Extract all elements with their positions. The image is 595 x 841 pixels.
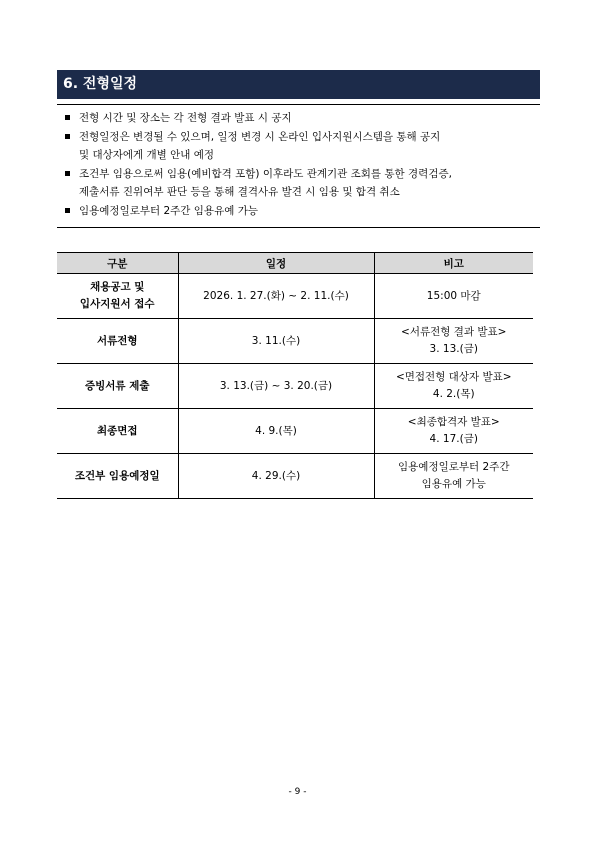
note-line: 및 대상자에게 개별 안내 예정: [79, 149, 215, 161]
date-cell: 3. 11.(수): [178, 319, 374, 364]
note-item: [65, 128, 532, 164]
note-cell: [374, 319, 533, 364]
note-line: 전형일정은 변경될 수 있으며, 일정 변경 시 온라인 입사지원시스템을 통해 공지: [79, 131, 441, 143]
category-cell: [57, 319, 178, 364]
note-item: [65, 109, 532, 127]
note-line: <서류전형 결과 발표>: [401, 326, 507, 338]
note-line: 임용예정일로부터 2주간 임용유예 가능: [79, 205, 258, 217]
note-line: 제출서류 진위여부 판단 등을 통해 결격사유 발견 시 임용 및 합격 취소: [79, 186, 400, 198]
table-row: [57, 454, 533, 499]
schedule-table: [57, 252, 533, 499]
table-row: [57, 274, 533, 319]
square-bullet-icon: [65, 208, 70, 213]
column-header-note: 비고: [374, 253, 533, 274]
square-bullet-icon: [65, 134, 70, 139]
note-line: <면접전형 대상자 발표>: [395, 371, 512, 383]
category-line: 채용공고 및: [90, 281, 145, 293]
date-cell: 2026. 1. 27.(화) ~ 2. 11.(수): [178, 274, 374, 319]
table-row: [57, 409, 533, 454]
section-title: 6. 전형일정: [57, 70, 540, 99]
category-cell: [57, 364, 178, 409]
table-header-row: [57, 253, 533, 274]
square-bullet-icon: [65, 115, 70, 120]
category-cell: [57, 274, 178, 319]
note-line: 4. 2.(목): [432, 388, 475, 400]
note-cell: [374, 454, 533, 499]
table-row: [57, 364, 533, 409]
notes-box: [57, 104, 540, 228]
category-cell: [57, 409, 178, 454]
note-line: 조건부 임용으로써 임용(예비합격 포함) 이후라도 관계기관 조회를 통한 경력검증,: [79, 168, 452, 180]
category-line: 최종면접: [96, 424, 138, 437]
note-cell: [374, 409, 533, 454]
note-line: 15:00 마감: [426, 289, 481, 302]
note-line: 4. 17.(금): [429, 433, 478, 445]
category-line: 조건부 임용예정일: [74, 469, 160, 482]
date-cell: 3. 13.(금) ~ 3. 20.(금): [178, 364, 374, 409]
category-line: 입사지원서 접수: [79, 298, 155, 310]
date-cell: 4. 29.(수): [178, 454, 374, 499]
column-header-category: 구분: [57, 253, 178, 274]
note-line: <최종합격자 발표>: [407, 416, 500, 428]
note-cell: [374, 364, 533, 409]
note-line: 3. 13.(금): [429, 343, 478, 355]
note-item: [65, 165, 532, 201]
date-cell: 4. 9.(목): [178, 409, 374, 454]
note-line: 임용유예 가능: [421, 478, 486, 490]
note-cell: [374, 274, 533, 319]
category-line: 서류전형: [96, 334, 138, 347]
note-line: 임용예정일로부터 2주간: [398, 461, 510, 473]
category-cell: [57, 454, 178, 499]
note-item: [65, 202, 532, 220]
note-line: 전형 시간 및 장소는 각 전형 결과 발표 시 공지: [79, 112, 292, 124]
page-number: - 9 -: [288, 787, 307, 797]
table-row: [57, 319, 533, 364]
square-bullet-icon: [65, 171, 70, 176]
column-header-date: 일정: [178, 253, 374, 274]
category-line: 증빙서류 제출: [84, 379, 150, 392]
